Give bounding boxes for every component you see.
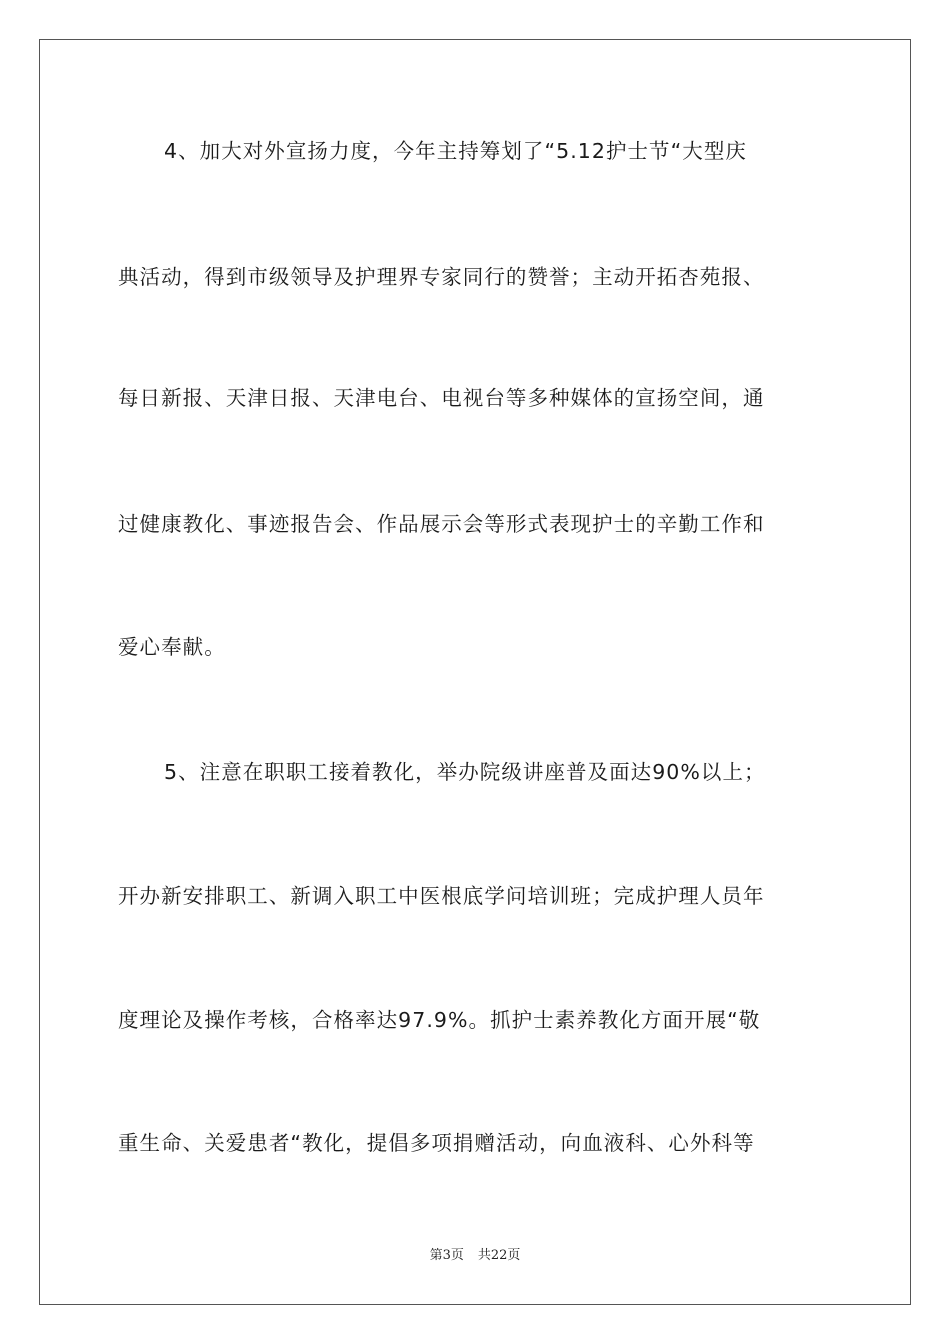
current-page-number: 第3页 xyxy=(429,1248,464,1263)
total-pages: 共22页 xyxy=(477,1248,521,1263)
page-footer xyxy=(0,1247,950,1265)
paragraph-5-line-4: 重生命、关爱患者“教化，提倡多项捐赠活动，向血液科、心外科等 xyxy=(118,1131,755,1155)
paragraph-5-line-2: 开办新安排职工、新调入职工中医根底学问培训班；完成护理人员年 xyxy=(118,884,765,908)
paragraph-4-line-1: 4、加大对外宣扬力度，今年主持筹划了“5.12护士节“大型庆 xyxy=(164,139,747,163)
paragraph-5-line-3: 度理论及操作考核，合格率达97.9%。抓护士素养教化方面开展“敬 xyxy=(118,1008,761,1032)
page-border xyxy=(39,39,911,1305)
paragraph-4-line-2: 典活动，得到市级领导及护理界专家同行的赞誉；主动开拓杏苑报、 xyxy=(118,265,765,289)
paragraph-5-line-1: 5、注意在职职工接着教化，举办院级讲座普及面达90%以上； xyxy=(164,760,766,784)
paragraph-4-line-4: 过健康教化、事迹报告会、作品展示会等形式表现护士的辛勤工作和 xyxy=(118,512,765,536)
paragraph-4-line-5: 爱心奉献。 xyxy=(118,635,226,659)
paragraph-4-line-3: 每日新报、天津日报、天津电台、电视台等多种媒体的宣扬空间，通 xyxy=(118,386,765,410)
